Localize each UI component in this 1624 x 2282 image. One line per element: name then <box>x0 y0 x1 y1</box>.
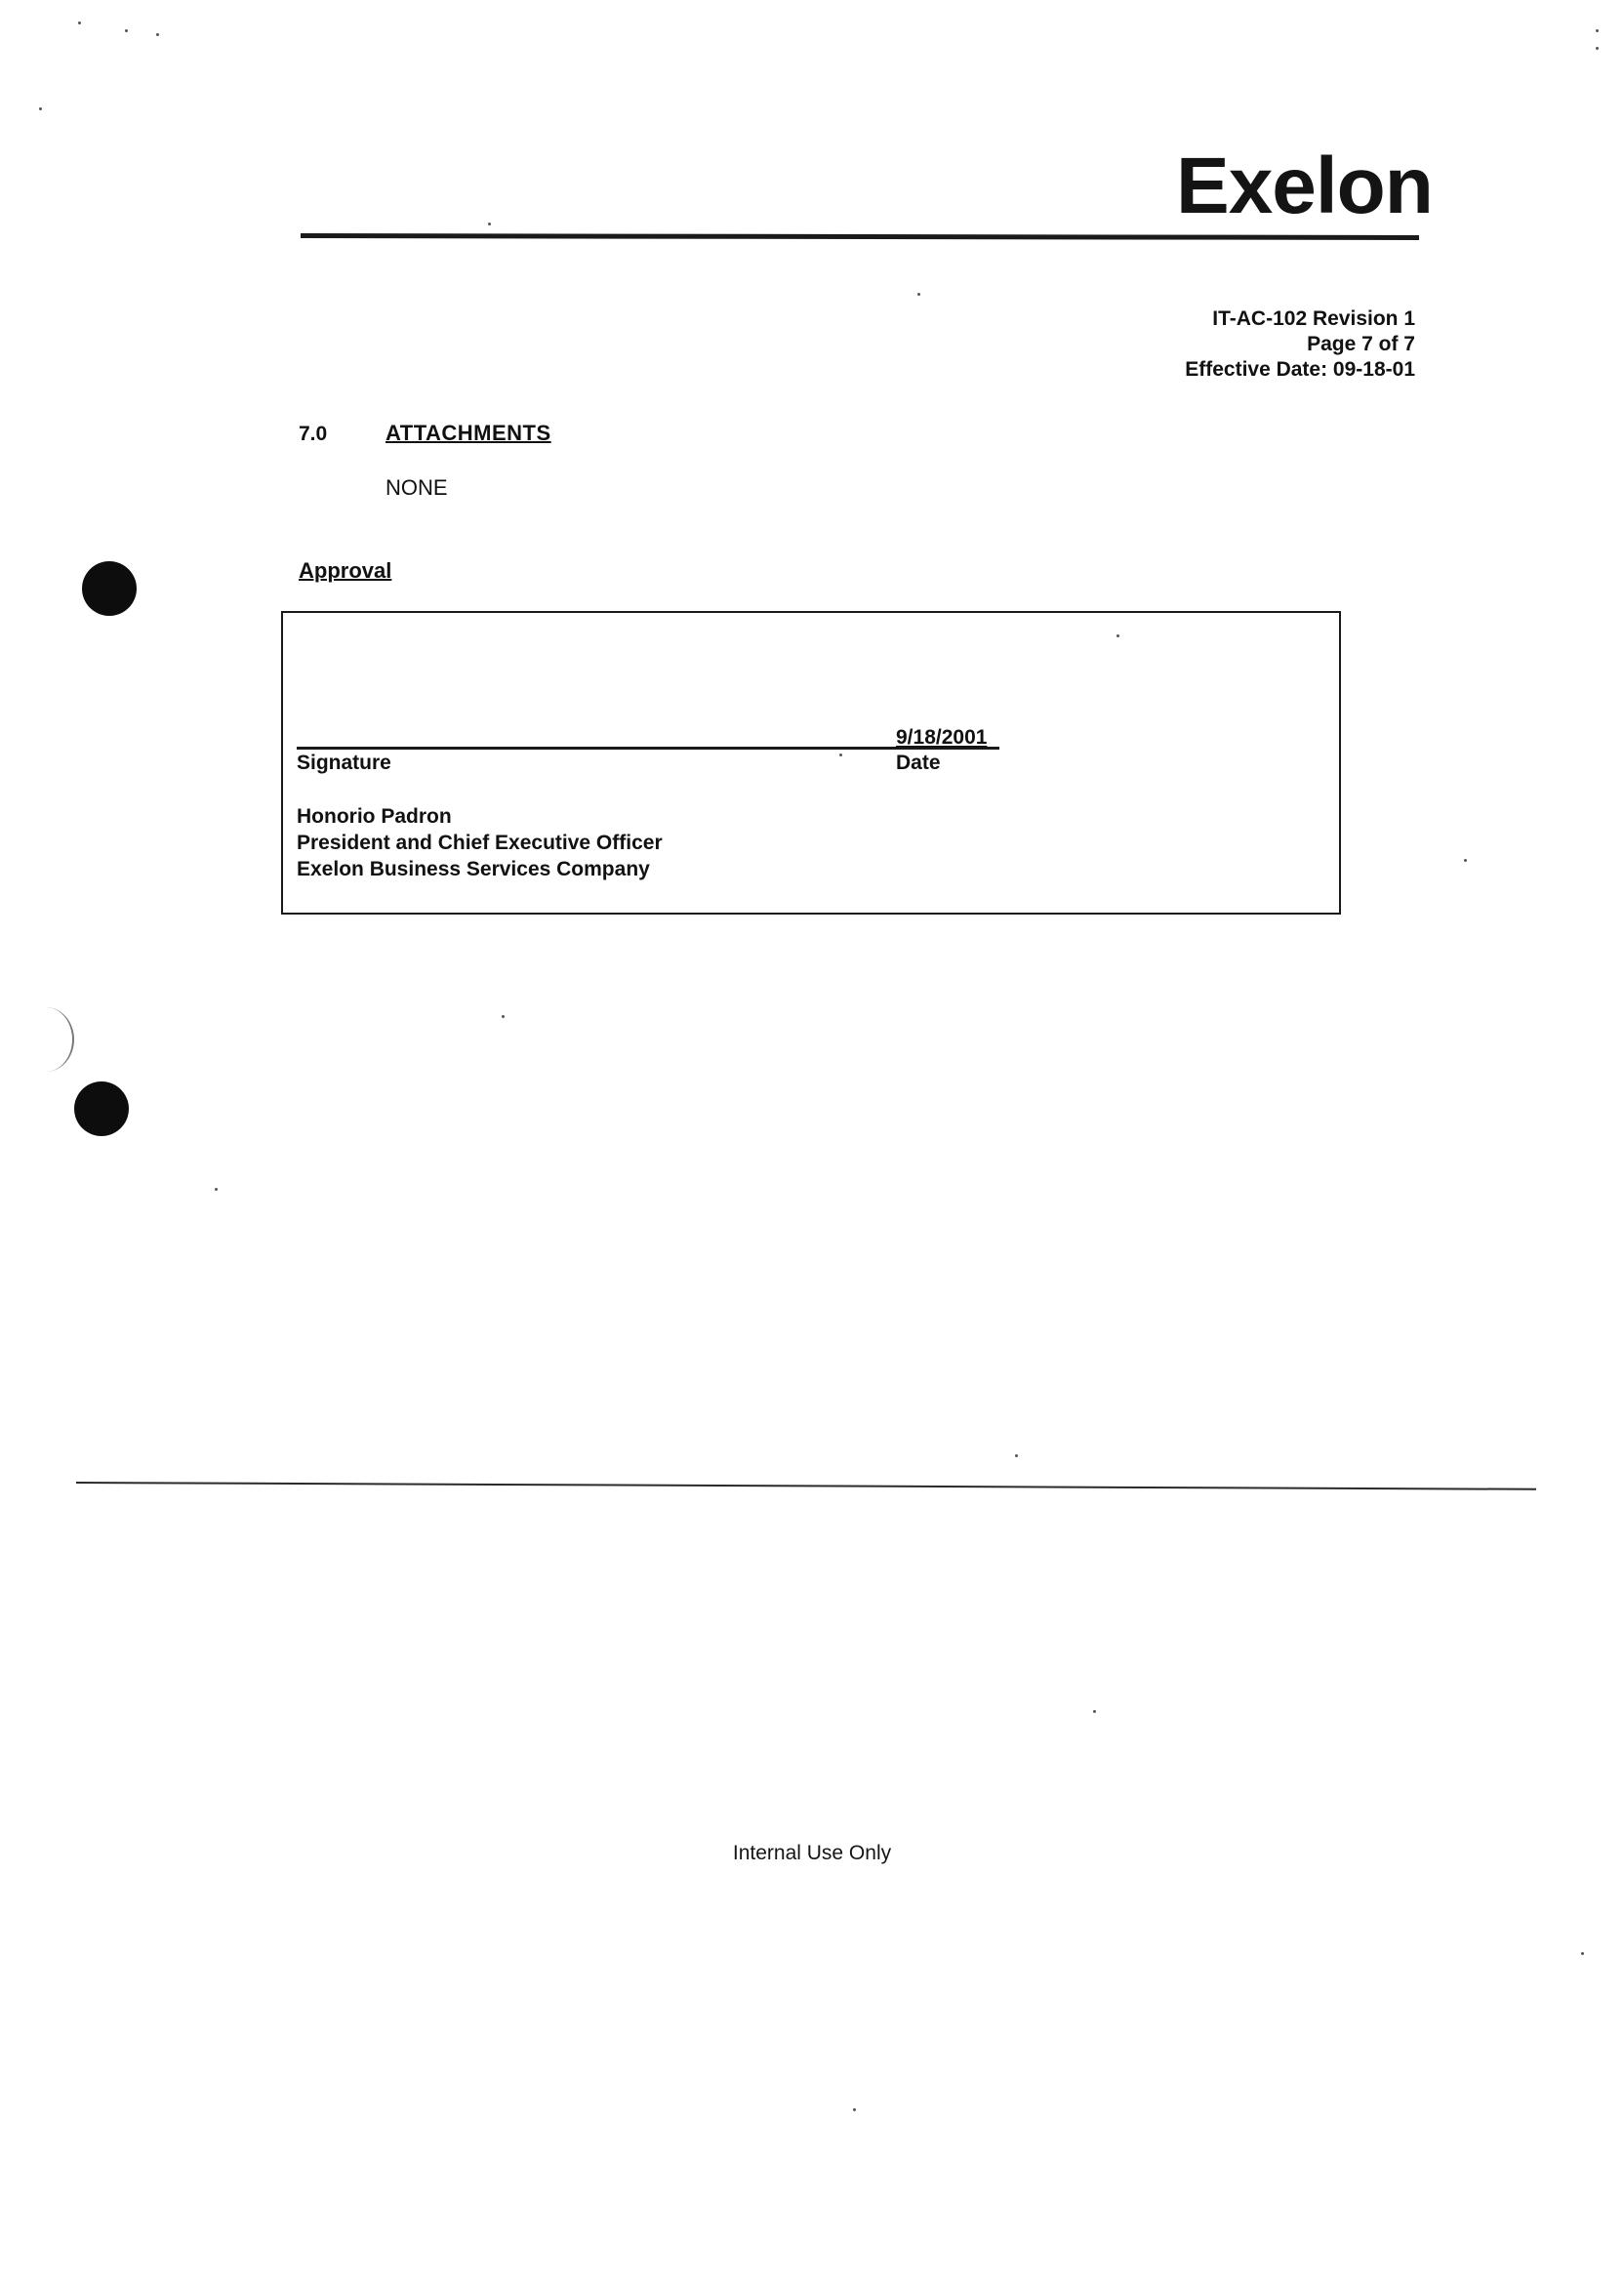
signer-name: Honorio Padron <box>297 805 452 828</box>
scan-speckle <box>1596 47 1599 50</box>
approval-date: 9/18/2001 <box>896 726 988 749</box>
scan-speckle <box>488 223 491 225</box>
scan-speckle <box>1093 1710 1096 1713</box>
scan-speckle <box>502 1015 505 1018</box>
scan-speckle <box>1015 1454 1018 1457</box>
scan-speckle <box>215 1188 218 1191</box>
scan-speckle <box>1596 29 1599 32</box>
page-number: Page 7 of 7 <box>1307 333 1415 355</box>
footer-text: Internal Use Only <box>732 1842 892 1864</box>
divider-rule <box>76 1482 1536 1490</box>
signature-caption: Signature <box>297 752 391 774</box>
signer-block <box>297 803 663 882</box>
scan-speckle <box>156 33 159 36</box>
scan-speckle <box>125 29 128 32</box>
date-caption: Date <box>896 752 941 774</box>
signer-title: President and Chief Executive Officer <box>297 832 663 854</box>
scan-speckle <box>839 754 842 756</box>
scan-speckle <box>1581 1952 1584 1955</box>
scan-speckle <box>39 107 42 110</box>
document-meta <box>1185 306 1415 383</box>
scan-speckle <box>78 21 81 24</box>
exelon-logo: Exelon <box>1176 142 1433 230</box>
hole-punch-outline <box>18 1007 74 1072</box>
signer-company: Exelon Business Services Company <box>297 858 650 880</box>
scan-speckle <box>1464 859 1467 862</box>
section-body: NONE <box>386 475 448 500</box>
header-rule <box>301 233 1419 240</box>
scan-speckle <box>853 2108 856 2111</box>
section-title: ATTACHMENTS <box>386 421 551 445</box>
hole-punch <box>74 1081 129 1136</box>
hole-punch <box>82 561 137 616</box>
scan-speckle <box>1116 634 1119 637</box>
signature-line <box>297 747 999 750</box>
document-id: IT-AC-102 Revision 1 <box>1212 307 1415 330</box>
scan-speckle <box>917 293 920 296</box>
section-number: 7.0 <box>299 423 328 445</box>
effective-date: Effective Date: 09-18-01 <box>1185 358 1415 381</box>
approval-heading: Approval <box>299 558 392 583</box>
